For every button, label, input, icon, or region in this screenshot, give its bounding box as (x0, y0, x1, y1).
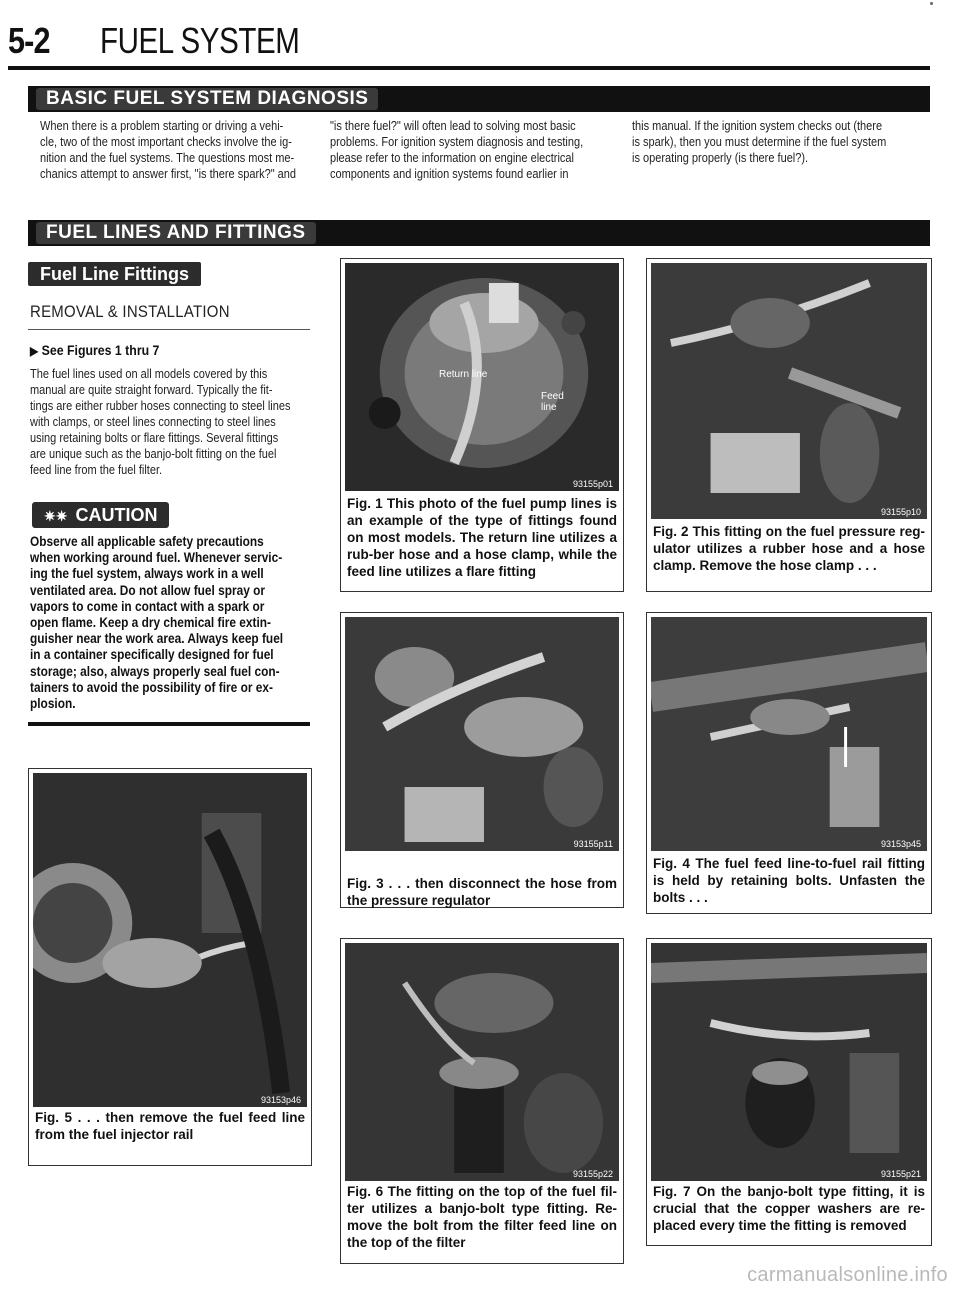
figure-photo (651, 263, 927, 519)
page-header (8, 14, 952, 66)
intro-col-1: When there is a problem starting or driving a vehi- cle, two of the most important checks involve the ig- nition and the fuel systems. The questions most me- chanics attempt to answer first, "is there spark?" and (40, 119, 297, 181)
figure-2 (646, 258, 932, 592)
figure-photo (345, 943, 619, 1181)
figure-caption: Fig. 4 The fuel feed line-to-fuel rail fitting is held by retaining bolts. Unfasten the bolts . . . (653, 856, 925, 905)
watermark: carmanualsonline.info (747, 1264, 948, 1286)
figure-code: 93155p22 (572, 1169, 613, 1179)
figure-code: 93155p21 (880, 1169, 921, 1179)
divider (28, 329, 310, 330)
figure-reference-text: See Figures 1 thru 7 (41, 342, 160, 358)
figure-code: 93155p01 (572, 479, 613, 489)
figure-code: 93155p11 (573, 839, 613, 849)
figure-photo (33, 773, 307, 1107)
figure-caption: Fig. 6 The fitting on the top of the fuel fil-ter utilizes a banjo-bolt type fitting. Re-move the bolt from the filter feed line on the top of the filter (347, 1184, 617, 1250)
arrow-icon: ▶ (30, 344, 39, 358)
chapter-title: FUEL SYSTEM (100, 20, 300, 61)
figure-caption: Fig. 2 This fitting on the fuel pressure reg-ulator utilizes a rubber hose and a hose clamp. Remove the hose clamp . . . (653, 524, 925, 573)
section-banner-lines (28, 220, 930, 246)
figure-3 (340, 612, 624, 908)
intro-col-3: this manual. If the ignition system checks out (there is spark), then you must determine if the fuel system is operating properly (is there fuel?). (632, 119, 887, 165)
header-rule (8, 66, 930, 70)
caution-text: Observe all applicable safety precautions when working around fuel. Whenever servic- ing the fuel system, always work in a well ventilated area. Do not allow fuel spray or vapors to come in contact with a spark or open flame. Keep a dry chemical fire extin- guisher near the work area. Always keep fuel in a container specifically designed for fuel storage; also, always properly seal fuel con- tainers to avoid the possibility of fire or ex- plosion. (30, 534, 284, 712)
figure-photo (345, 263, 619, 491)
figure-6 (340, 938, 624, 1264)
figure-1 (340, 258, 624, 592)
callout-feed-line: Feed line (541, 391, 564, 413)
warning-icon: ✷✷ (44, 508, 68, 524)
banner-label: FUEL LINES AND FITTINGS (36, 222, 316, 244)
figure-5 (28, 768, 312, 1166)
figure-caption: Fig. 5 . . . then remove the fuel feed line from the fuel injector rail (35, 1110, 305, 1142)
figure-code: 93153p46 (260, 1095, 301, 1105)
caution-label-text: CAUTION (75, 505, 158, 525)
speck (930, 2, 933, 5)
figure-photo (651, 943, 927, 1181)
figure-photo (651, 617, 927, 851)
banner-label: BASIC FUEL SYSTEM DIAGNOSIS (36, 88, 378, 110)
intro-col-2: "is there fuel?" will often lead to solving most basic problems. For ignition system diagnosis and testing, please refer to the information on engine electrical components and ignition systems found earlier in (330, 119, 584, 181)
figure-caption: Fig. 7 On the banjo-bolt type fitting, it is crucial that the copper washers are re-placed every time the fitting is removed (653, 1184, 925, 1233)
body-paragraph: The fuel lines used on all models covered by this manual are quite straight forward. Typically the fit- tings are either rubber hoses connecting to steel lines with clamps, or steel lines connecting to steel lines using retaining bolts or flare fittings. Several fittings are unique such as the banjo-bolt fitting on the fuel feed line from the fuel filter. (30, 367, 291, 477)
figure-caption: Fig. 1 This photo of the fuel pump lines is an example of the type of fittings found on most models. The return line utilizes a rub-ber hose and a hose clamp, while the feed line utilizes a flare fitting (347, 496, 617, 579)
figure-4 (646, 612, 932, 914)
page-number: 5-2 (8, 20, 50, 61)
figure-7 (646, 938, 932, 1246)
caution-label (32, 502, 169, 528)
section-banner-basic (28, 86, 930, 112)
figure-reference (30, 342, 159, 358)
figure-photo (345, 617, 619, 851)
callout-return-line: Return line (439, 369, 488, 380)
figure-code: 93155p10 (880, 507, 921, 517)
figure-code: 93153p45 (880, 839, 921, 849)
figure-caption: Fig. 3 . . . then disconnect the hose from the pressure regulator (347, 876, 617, 908)
caution-rule (28, 722, 310, 726)
subsection-heading: Fuel Line Fittings (28, 262, 201, 286)
procedure-title: REMOVAL & INSTALLATION (30, 302, 230, 321)
